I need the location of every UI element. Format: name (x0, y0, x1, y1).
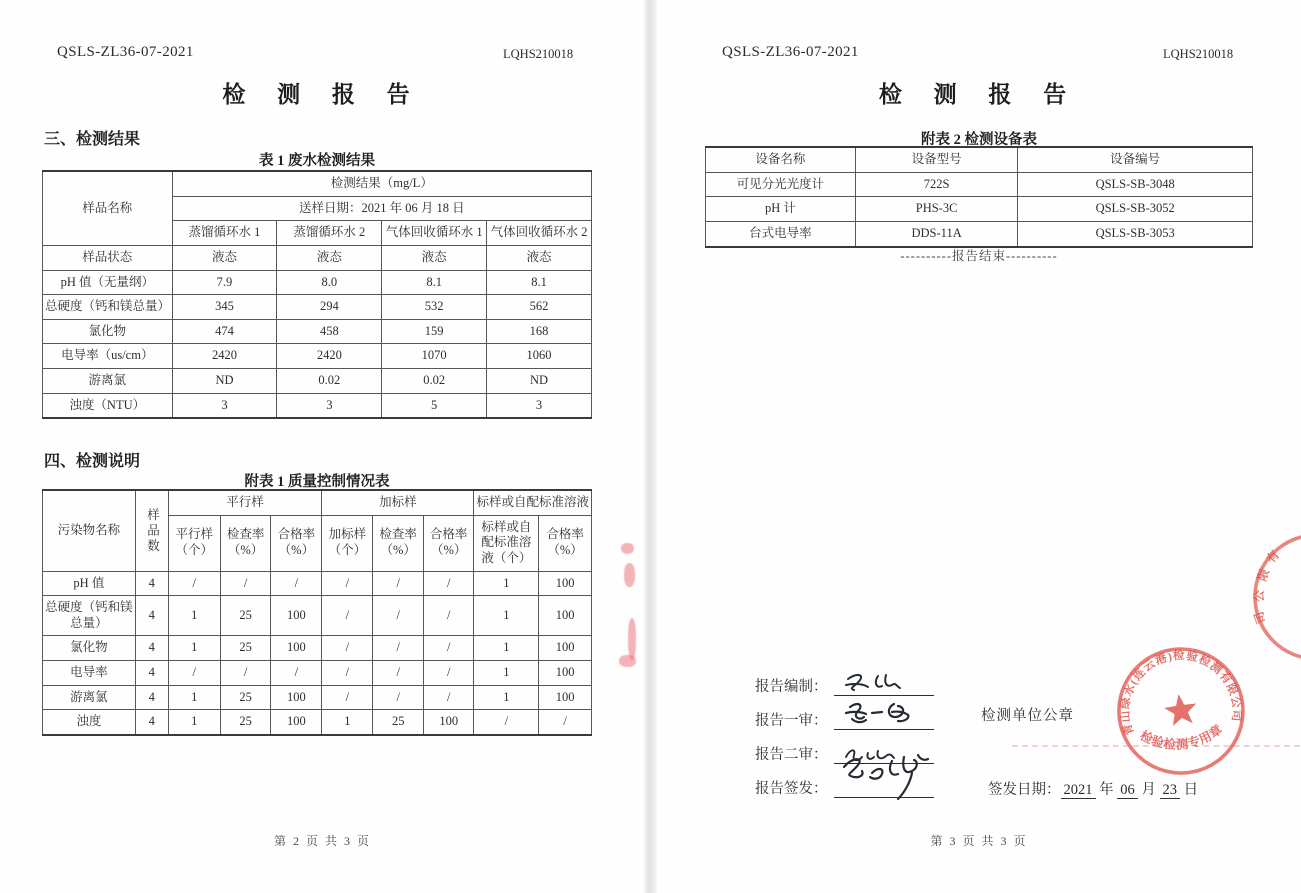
value-cell: / (373, 661, 424, 686)
seal-banner-text: 检验检测专用章 (1137, 722, 1225, 752)
value-cell: DDS-11A (855, 221, 1017, 246)
value-cell: 3 (172, 393, 277, 418)
value-cell: 345 (172, 295, 277, 320)
equipment-table-title: 附表 2 检测设备表 (921, 132, 1037, 148)
sub-header: 检查率（%） (373, 515, 424, 571)
table-row (43, 596, 592, 636)
ink-bleed-mark (619, 655, 636, 667)
value-cell: 1 (474, 685, 539, 710)
value-cell: 100 (539, 636, 592, 661)
value-cell: / (373, 685, 424, 710)
value-cell: 4 (135, 596, 168, 636)
wastewater-results-table (42, 170, 592, 419)
value-cell: 液态 (382, 245, 487, 270)
value-cell: / (373, 571, 424, 596)
column-header: 蒸馏循环水 1 (172, 221, 277, 246)
value-cell: 100 (271, 685, 322, 710)
row-label-cell: 总硬度（钙和镁总量） (43, 596, 136, 636)
column-header: 设备编号 (1018, 147, 1253, 172)
day-unit: 日 (1183, 782, 1199, 798)
partial-seal-char: 公 (1252, 589, 1266, 602)
value-cell: / (423, 596, 474, 636)
table-row (43, 661, 592, 686)
value-cell: 1 (474, 636, 539, 661)
value-cell: 8.1 (382, 270, 487, 295)
value-cell: / (271, 571, 322, 596)
handwritten-signature-stroke (834, 749, 944, 801)
partial-seal-char: 限 (1254, 566, 1272, 584)
value-cell: / (423, 571, 474, 596)
quality-control-table (42, 489, 592, 736)
handwritten-signature-stroke (834, 699, 934, 733)
row-label-cell: pH 值（无量纲） (43, 270, 173, 295)
value-cell: 3 (487, 393, 592, 418)
prepared-by-signature (834, 667, 934, 696)
row-label-cell: 样品状态 (43, 245, 173, 270)
svg-text:青山绿水(连云港)检验检测有限公司 (1110, 640, 1246, 739)
value-cell: 100 (539, 661, 592, 686)
value-cell: PHS-3C (855, 197, 1017, 222)
table-row (43, 571, 592, 596)
report-number-left: LQHS210018 (503, 47, 574, 61)
row-label-cell: 氯化物 (43, 636, 136, 661)
value-cell: 4 (135, 636, 168, 661)
value-cell: QSLS-SB-3048 (1018, 172, 1253, 197)
row-label-cell: 游离氯 (43, 369, 173, 394)
value-cell: 25 (220, 596, 271, 636)
partial-seal-char: 司 (1252, 609, 1269, 626)
table-row (43, 490, 592, 515)
table-row (43, 319, 592, 344)
table-row (706, 197, 1253, 222)
page-seam-divider (644, 0, 657, 893)
value-cell: 8.0 (277, 270, 382, 295)
partial-round-seal-icon (1252, 526, 1301, 676)
doc-code-right: QSLS-ZL36-07-2021 (722, 44, 859, 60)
value-cell: 8.1 (487, 270, 592, 295)
value-cell: 1 (474, 661, 539, 686)
year-unit: 年 (1099, 782, 1114, 798)
corner-header-cell: 样品名称 (43, 171, 173, 245)
value-cell: 4 (135, 710, 168, 735)
section-results-title: 三、检测结果 (44, 131, 141, 148)
qc-table-title: 附表 1 质量控制情况表 (244, 474, 390, 490)
parallel-group-header: 平行样 (168, 490, 322, 515)
table-row (43, 636, 592, 661)
value-cell: / (539, 710, 592, 735)
table-row (43, 685, 592, 710)
pollutant-header-cell: 污染物名称 (43, 490, 136, 571)
value-cell: 25 (220, 710, 271, 735)
value-cell: 1 (168, 685, 220, 710)
value-cell: / (271, 661, 322, 686)
value-cell: 4 (135, 661, 168, 686)
page-title-right: 检 测 报 告 (878, 82, 1080, 107)
partial-seal-char: 有 (1263, 547, 1283, 566)
company-seal-stamp (1096, 624, 1266, 798)
value-cell: 1 (322, 710, 373, 735)
value-cell: / (322, 661, 373, 686)
value-cell: / (168, 571, 220, 596)
issue-month: 06 (1117, 782, 1138, 799)
value-cell: 5 (382, 393, 487, 418)
value-cell: 100 (271, 596, 322, 636)
value-cell: / (373, 636, 424, 661)
value-cell: 100 (423, 710, 474, 735)
row-label-cell: 氯化物 (43, 319, 173, 344)
issued-by-label: 报告签发： (755, 781, 828, 797)
handwritten-signature-stroke (834, 669, 934, 699)
value-cell: / (220, 571, 271, 596)
issue-year: 2021 (1061, 782, 1096, 799)
ink-bleed-mark (628, 618, 636, 660)
month-unit: 月 (1141, 782, 1156, 798)
value-cell: 2420 (172, 344, 277, 369)
value-cell: / (322, 596, 373, 636)
table-row (43, 393, 592, 418)
sub-header: 合格率（%） (423, 515, 474, 571)
sample-date-cell: 送样日期：2021 年 06 月 18 日 (172, 196, 591, 221)
seal-ring-text: 青山绿水(连云港)检验检测有限公司 (1119, 649, 1243, 737)
table-row (706, 147, 1253, 172)
table-row (43, 344, 592, 369)
value-cell: / (220, 661, 271, 686)
table-row (43, 369, 592, 394)
value-cell: 562 (487, 295, 592, 320)
table-row (43, 270, 592, 295)
value-cell: 722S (855, 172, 1017, 197)
value-cell: 100 (539, 596, 592, 636)
value-cell: 25 (373, 710, 424, 735)
value-cell: 1 (168, 596, 220, 636)
table-row (43, 295, 592, 320)
value-cell: 4 (135, 571, 168, 596)
value-cell: 液态 (172, 245, 277, 270)
value-cell: QSLS-SB-3053 (1018, 221, 1253, 246)
value-cell: 100 (271, 710, 322, 735)
result-header-cell: 检测结果（mg/L） (172, 171, 591, 196)
sub-header: 标样或自配标准溶液（个） (474, 515, 539, 571)
issue-day: 23 (1160, 782, 1181, 799)
signature-row-issue (755, 770, 934, 798)
signature-row-review1 (755, 702, 934, 730)
value-cell: 1 (474, 571, 539, 596)
value-cell: 474 (172, 319, 277, 344)
value-cell: 294 (277, 295, 382, 320)
value-cell: 1 (474, 596, 539, 636)
value-cell: 液态 (487, 245, 592, 270)
seal-star-icon (1163, 692, 1199, 727)
value-cell: 1 (168, 636, 220, 661)
row-label-cell: pH 值 (43, 571, 136, 596)
value-cell: 100 (539, 685, 592, 710)
value-cell: 7.9 (172, 270, 277, 295)
section-notes-title: 四、检测说明 (44, 453, 141, 470)
page-footer-left: 第 2 页 共 3 页 (273, 834, 371, 848)
value-cell: / (423, 661, 474, 686)
value-cell: 0.02 (382, 369, 487, 394)
column-header: 设备型号 (855, 147, 1017, 172)
report-end-marker: ----------报告结束---------- (900, 249, 1058, 263)
table-row (43, 171, 592, 196)
sample-count-header-cell: 样品数 (135, 490, 168, 571)
value-cell: 168 (487, 319, 592, 344)
first-review-signature (834, 701, 934, 730)
prepared-by-label: 报告编制： (755, 679, 828, 695)
column-header: 气体回收循环水 1 (382, 221, 487, 246)
value-cell: 1060 (487, 344, 592, 369)
row-label-cell: 电导率 (43, 661, 136, 686)
sub-header: 合格率（%） (271, 515, 322, 571)
value-cell: 2420 (277, 344, 382, 369)
value-cell: 液态 (277, 245, 382, 270)
issued-by-signature (834, 769, 934, 798)
row-label-cell: 浊度（NTU） (43, 393, 173, 418)
round-seal-icon (1096, 624, 1265, 793)
row-label-cell: 电导率（us/cm） (43, 344, 173, 369)
signature-row-prepared (755, 668, 934, 696)
sub-header: 检查率（%） (220, 515, 271, 571)
value-cell: 532 (382, 295, 487, 320)
first-review-label: 报告一审： (755, 713, 828, 729)
row-label-cell: 总硬度（钙和镁总量） (43, 295, 173, 320)
seal-caption: 检测单位公章 (981, 708, 1074, 724)
equipment-table (705, 146, 1253, 248)
column-header: 蒸馏循环水 2 (277, 221, 382, 246)
row-label-cell: 浊度 (43, 710, 136, 735)
partial-seal-stamp (1252, 526, 1301, 676)
row-label-cell: 台式电导率 (706, 221, 856, 246)
column-header: 设备名称 (706, 147, 856, 172)
value-cell: / (474, 710, 539, 735)
value-cell: 100 (539, 571, 592, 596)
value-cell: 25 (220, 636, 271, 661)
value-cell: / (322, 685, 373, 710)
page-footer-right: 第 3 页 共 3 页 (930, 834, 1028, 848)
value-cell: / (423, 685, 474, 710)
second-review-label: 报告二审： (755, 747, 828, 763)
spike-group-header: 加标样 (322, 490, 474, 515)
value-cell: / (423, 636, 474, 661)
doc-code-left: QSLS-ZL36-07-2021 (57, 44, 194, 60)
value-cell: 1070 (382, 344, 487, 369)
value-cell: 25 (220, 685, 271, 710)
sub-header: 加标样（个） (322, 515, 373, 571)
table-row (706, 221, 1253, 246)
column-header: 气体回收循环水 2 (487, 221, 592, 246)
table-row (43, 245, 592, 270)
value-cell: / (322, 571, 373, 596)
value-cell: ND (487, 369, 592, 394)
sub-header: 平行样（个） (168, 515, 220, 571)
value-cell: / (373, 596, 424, 636)
value-cell: 100 (271, 636, 322, 661)
page-title-left: 检 测 报 告 (222, 82, 423, 107)
ink-bleed-mark (621, 543, 634, 554)
value-cell: 0.02 (277, 369, 382, 394)
standard-group-header: 标样或自配标准溶液 (474, 490, 592, 515)
value-cell: 159 (382, 319, 487, 344)
value-cell: 1 (168, 710, 220, 735)
svg-text:检验检测专用章 (1136, 717, 1227, 758)
value-cell: / (322, 636, 373, 661)
value-cell: QSLS-SB-3052 (1018, 197, 1253, 222)
table1-title: 表 1 废水检测结果 (259, 153, 375, 169)
sub-header: 合格率（%） (539, 515, 592, 571)
value-cell: 4 (135, 685, 168, 710)
report-number-right: LQHS210018 (1163, 47, 1234, 61)
row-label-cell: pH 计 (706, 197, 856, 222)
value-cell: ND (172, 369, 277, 394)
value-cell: 3 (277, 393, 382, 418)
table-row (43, 710, 592, 735)
table-row (706, 172, 1253, 197)
ink-bleed-mark (624, 563, 635, 587)
value-cell: / (168, 661, 220, 686)
row-label-cell: 游离氯 (43, 685, 136, 710)
value-cell: 458 (277, 319, 382, 344)
issue-date-label: 签发日期： (988, 782, 1061, 798)
row-label-cell: 可见分光光度计 (706, 172, 856, 197)
